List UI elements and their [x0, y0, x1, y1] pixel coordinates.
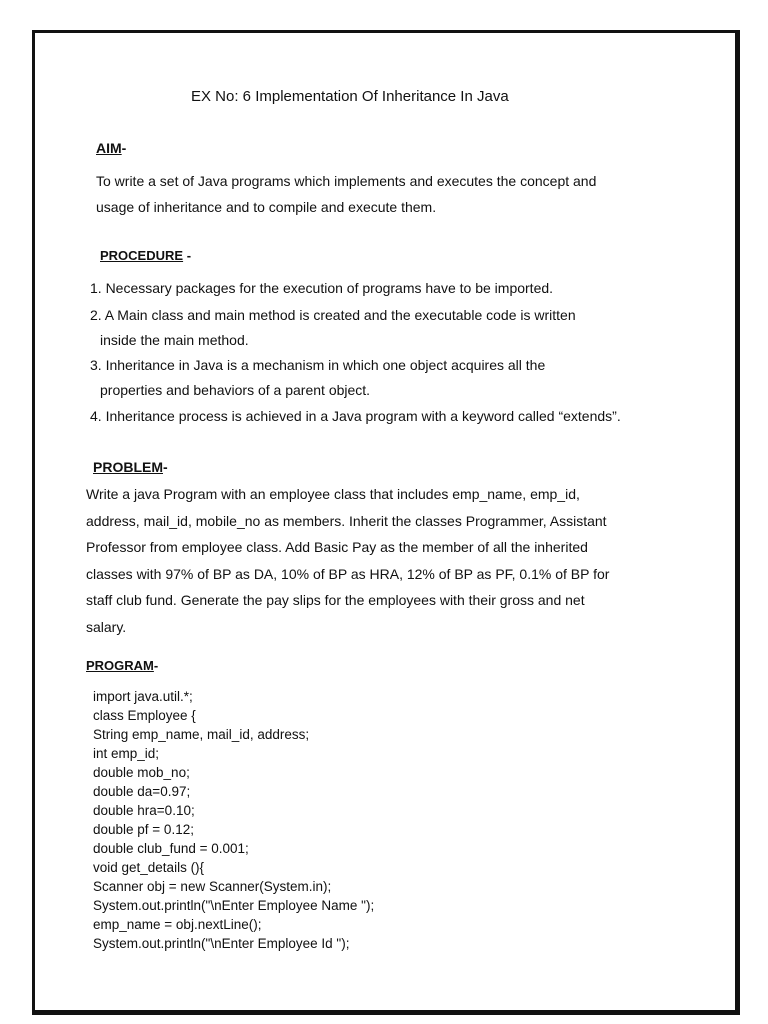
- code-line: class Employee {: [93, 708, 196, 723]
- procedure-heading: [100, 248, 191, 263]
- problem-line: Professor from employee class. Add Basic Pay as the member of all the inherited: [86, 539, 588, 555]
- procedure-step-cont: properties and behaviors of a parent object.: [100, 382, 371, 398]
- program-heading-text: PROGRAM: [86, 658, 154, 673]
- procedure-heading-text: PROCEDURE: [100, 248, 184, 263]
- code-line: double hra=0.10;: [93, 803, 195, 818]
- problem-heading-text: PROBLEM: [93, 459, 163, 475]
- aim-heading-text: AIM: [96, 140, 122, 156]
- procedure-step: 1. Necessary packages for the execution of programs have to be imported.: [90, 280, 554, 296]
- aim-heading: [96, 140, 126, 156]
- program-heading: [86, 658, 158, 673]
- procedure-step: 4. Inheritance process is achieved in a Java program with a keyword called “extends”.: [90, 408, 621, 424]
- aim-heading-dash: -: [121, 140, 127, 156]
- procedure-step-cont: inside the main method.: [100, 332, 249, 348]
- procedure-step: 3. Inheritance in Java is a mechanism in which one object acquires all the: [90, 357, 546, 373]
- aim-line: usage of inheritance and to compile and execute them.: [96, 199, 437, 215]
- code-line: System.out.println("\nEnter Employee Name ");: [93, 898, 375, 913]
- code-line: emp_name = obj.nextLine();: [93, 917, 262, 932]
- code-line: double da=0.97;: [93, 784, 191, 799]
- page-title: EX No: 6 Implementation Of Inheritance In Java: [191, 88, 509, 105]
- code-line: Scanner obj = new Scanner(System.in);: [93, 879, 332, 894]
- aim-line: To write a set of Java programs which implements and executes the concept and: [96, 173, 597, 189]
- code-line: double mob_no;: [93, 765, 190, 780]
- problem-line: staff club fund. Generate the pay slips for the employees with their gross and net: [86, 592, 585, 608]
- code-line: void get_details (){: [93, 860, 205, 875]
- code-line: String emp_name, mail_id, address;: [93, 727, 310, 742]
- procedure-step: 2. A Main class and main method is created and the executable code is written: [90, 307, 576, 323]
- problem-line: salary.: [86, 619, 127, 635]
- program-heading-dash: -: [153, 658, 159, 673]
- code-line: import java.util.*;: [93, 689, 193, 704]
- code-line: double pf = 0.12;: [93, 822, 194, 837]
- code-line: System.out.println("\nEnter Employee Id ");: [93, 936, 350, 951]
- problem-heading-dash: -: [163, 459, 168, 475]
- problem-line: Write a java Program with an employee class that includes emp_name, emp_id,: [86, 486, 580, 502]
- code-line: double club_fund = 0.001;: [93, 841, 249, 856]
- problem-line: classes with 97% of BP as DA, 10% of BP as HRA, 12% of BP as PF, 0.1% of BP for: [86, 566, 610, 582]
- code-line: int emp_id;: [93, 746, 160, 761]
- problem-heading: [93, 459, 168, 475]
- procedure-heading-dash: -: [183, 248, 192, 263]
- problem-line: address, mail_id, mobile_no as members. Inherit the classes Programmer, Assistant: [86, 513, 607, 529]
